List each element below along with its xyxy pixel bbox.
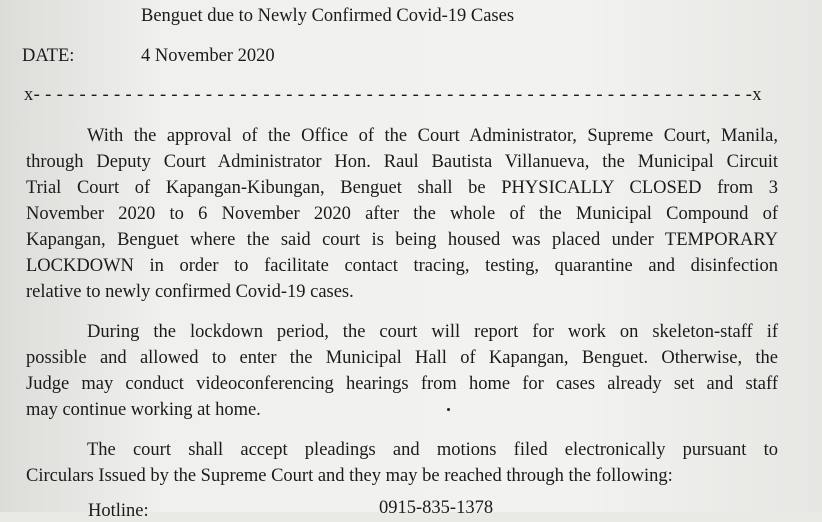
paragraph-2-line-3: Judge may conduct videoconferencing hearings from home for cases already set and staff (26, 374, 778, 394)
paragraph-1-line-5: Kapangan, Benguet where the said court is being housed was placed under TEMPORARY (26, 230, 778, 250)
paragraph-1-line-3: Trial Court of Kapangan-Kibungan, Benguet shall be PHYSICALLY CLOSED from 3 (26, 178, 778, 198)
paragraph-3-line-1: The court shall accept pleadings and motions filed electronically pursuant to (87, 440, 778, 460)
date-label: DATE: (22, 46, 75, 66)
paragraph-3-line-2: Circulars Issued by the Supreme Court and they may be reached through the following: (26, 466, 673, 486)
subject-line: Benguet due to Newly Confirmed Covid-19 Cases (141, 6, 515, 26)
paragraph-1-line-4: November 2020 to 6 November 2020 after the whole of the Municipal Compound of (26, 204, 778, 224)
divider-line: x- - - - - - - - - - - - - - - - - - - - - - - - - - - - - - - - - - - - - - - - - - - - - - - - - - - - - - - - - - - - - - -x (24, 85, 762, 105)
hotline-label: Hotline: (88, 501, 149, 521)
paragraph-1-line-1: With the approval of the Office of the Court Administrator, Supreme Court, Manila, (87, 126, 778, 146)
hotline-number: 0915-835-1378 (379, 498, 494, 518)
paragraph-1-line-6: LOCKDOWN in order to facilitate contact tracing, testing, quarantine and disinfection (26, 256, 778, 276)
paragraph-2-line-2: possible and allowed to enter the Municipal Hall of Kapangan, Benguet. Otherwise, the (26, 348, 778, 368)
paragraph-2-line-4: may continue working at home. (26, 400, 261, 420)
paragraph-1-line-7: relative to newly confirmed Covid-19 cases. (26, 282, 354, 302)
paragraph-2-line-1: During the lockdown period, the court will report for work on skeleton-staff if (87, 322, 778, 342)
stray-mark (447, 408, 450, 411)
date-value: 4 November 2020 (141, 46, 275, 66)
paragraph-1-line-2: through Deputy Court Administrator Hon. Raul Bautista Villanueva, the Municipal Circuit (26, 152, 778, 172)
